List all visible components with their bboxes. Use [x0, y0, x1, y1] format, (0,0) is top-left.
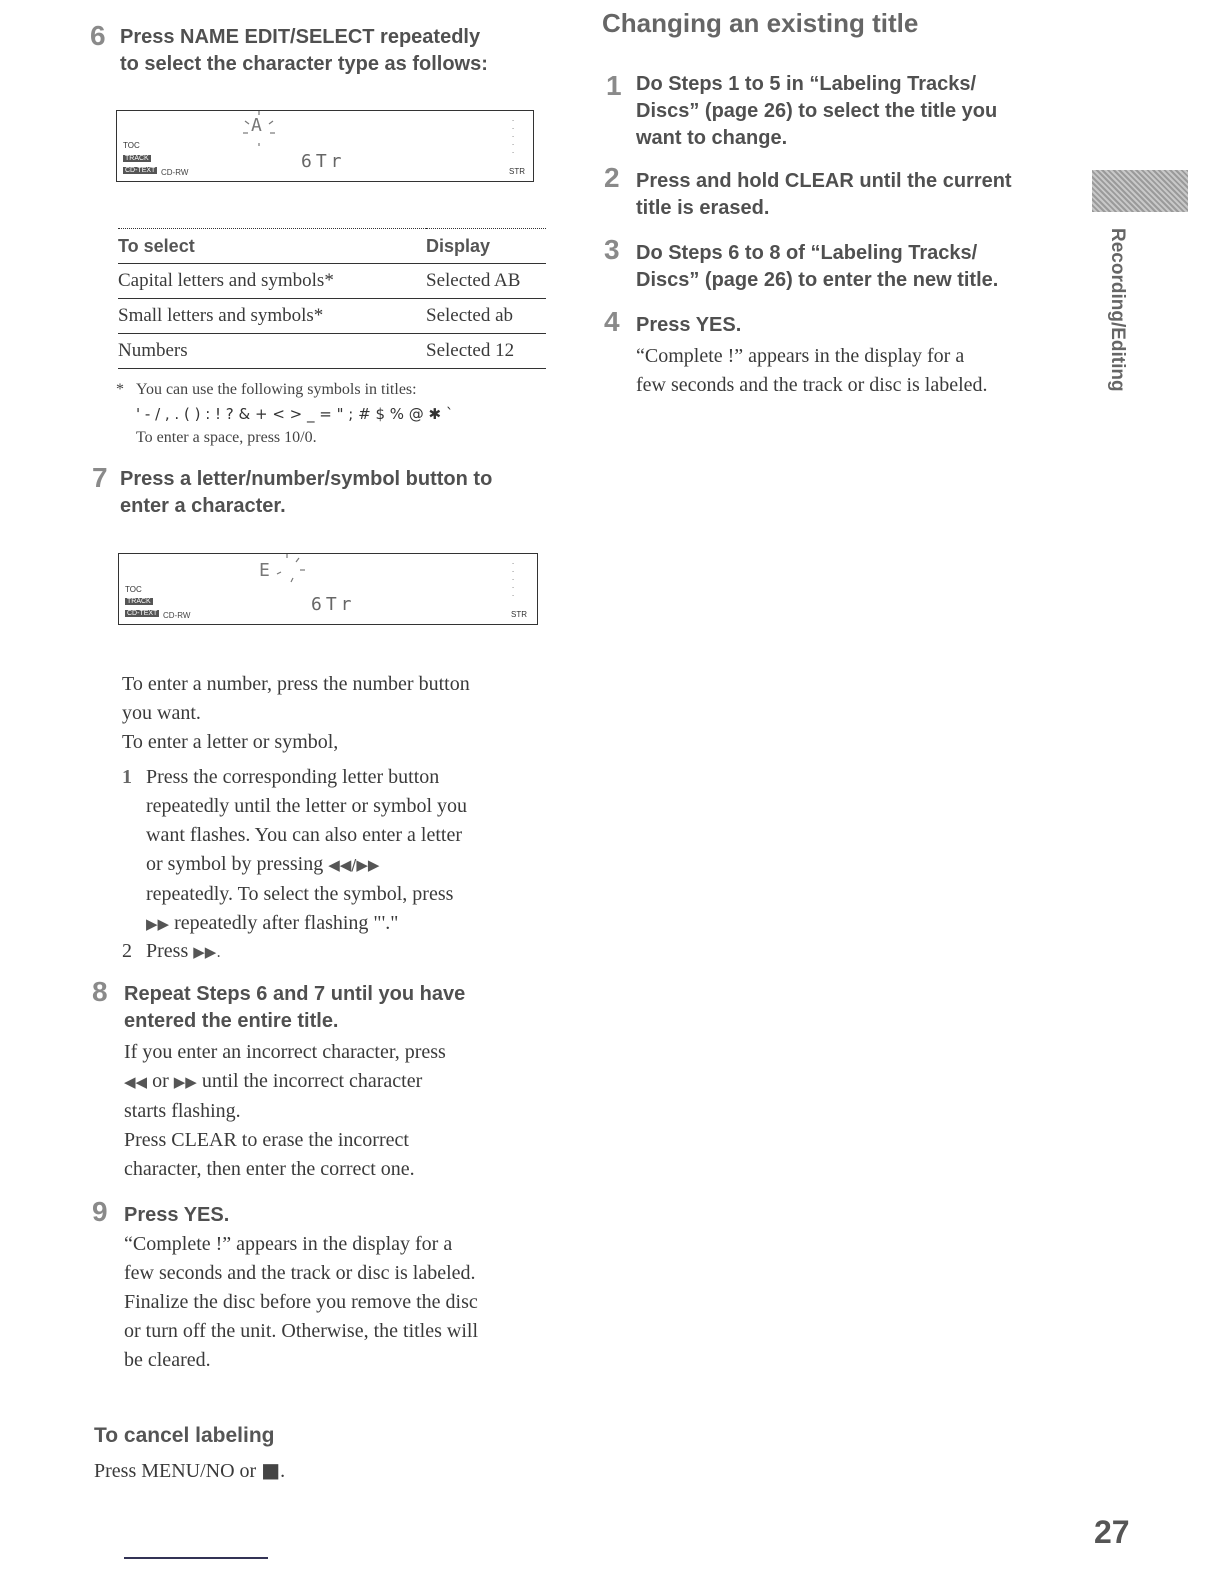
step-9-body	[124, 1230, 564, 1375]
step-9-line4: or turn off the unit. Otherwise, the titles will	[124, 1320, 479, 1342]
step-8-line5: character, then enter the correct one.	[124, 1158, 415, 1180]
rewind-icon: ◀◀	[124, 1073, 148, 1091]
substep-2	[146, 937, 221, 967]
footnote-symbols: ' - / , . ( ) : ! ? & + < > _ = " ; # $ % @ ✱ `	[136, 405, 454, 423]
step-9-number: 9	[92, 1196, 108, 1227]
section-tab-marker	[1092, 170, 1188, 212]
step-8-line2	[124, 1067, 564, 1097]
lcd-display-1	[116, 110, 534, 182]
table-cell: Small letters and symbols*	[118, 299, 426, 334]
step-6-title	[120, 24, 488, 78]
section-heading: Changing an existing title	[602, 8, 919, 38]
substep-1-line3: want flashes. You can also enter a letter	[146, 824, 463, 846]
section-side-label: Recording/Editing	[1107, 228, 1128, 392]
lcd-flashing-character: E	[259, 560, 270, 581]
step-7-title-line1: Press a letter/number/symbol button to	[120, 468, 493, 490]
cancel-labeling-text-a: Press MENU/NO or	[94, 1460, 257, 1482]
right-step-2-line2: title is erased.	[636, 197, 770, 219]
lcd-cdtext-badge: CD-TEXT	[125, 167, 156, 174]
table-cell: Selected ab	[426, 299, 546, 334]
step-7-body	[122, 670, 562, 757]
step-9-title: Press YES.	[124, 1204, 230, 1226]
step-9-line1: “Complete !” appears in the display for a	[124, 1233, 453, 1255]
cancel-labeling-text	[94, 1456, 285, 1486]
table-row	[118, 334, 546, 369]
step-8-line1: If you enter an incorrect character, press	[124, 1041, 446, 1063]
right-step-4-title: Press YES.	[636, 314, 742, 336]
footnote-star: *	[116, 381, 124, 398]
footnote	[136, 378, 453, 450]
step-6-title-line2: to select the character type as follows:	[120, 53, 488, 75]
substep-2-text: Press	[146, 940, 189, 962]
step-8-title-line1: Repeat Steps 6 and 7 until you have	[124, 983, 466, 1005]
right-step-2-line1: Press and hold CLEAR until the current	[636, 170, 1012, 192]
lcd-track-badge: TRACK	[127, 598, 151, 605]
step-7-body-line3: To enter a letter or symbol,	[122, 731, 339, 753]
right-step-4-line2: few seconds and the track or disc is labeled.	[636, 374, 988, 396]
step-7-title-line2: enter a character.	[120, 495, 286, 517]
lcd-toc-label: TOC	[123, 141, 140, 150]
step-8-title	[124, 981, 465, 1035]
cancel-labeling-period: .	[280, 1460, 286, 1482]
lcd-cdtext-badge: CD-TEXT	[127, 610, 158, 617]
lcd-track-text: 6Tr	[311, 594, 356, 615]
right-step-4-body	[636, 342, 1076, 400]
forward-icon: ▶▶.	[193, 943, 222, 961]
step-8-body	[124, 1038, 564, 1184]
step-8-title-line2: entered the entire title.	[124, 1010, 339, 1032]
substep-1-line6-text: repeatedly after flashing "'."	[174, 912, 399, 934]
step-9-line2: few seconds and the track or disc is labeled.	[124, 1262, 476, 1284]
footnote-line3: To enter a space, press 10/0.	[136, 429, 317, 446]
substep-1-number: 1	[122, 766, 132, 788]
step-8-line4: Press CLEAR to erase the incorrect	[124, 1129, 409, 1151]
skip-buttons-icon: ◀◀/▶▶	[328, 856, 380, 874]
table-cell: Selected 12	[426, 334, 546, 369]
step-7-number: 7	[92, 462, 108, 493]
lcd-right-code: STR	[511, 610, 527, 619]
substep-1-line4	[146, 850, 566, 880]
step-7-body-line2: you want.	[122, 702, 201, 724]
page-number: 27	[1094, 1514, 1130, 1550]
step-7-title	[120, 466, 492, 520]
right-step-3-line2: Discs” (page 26) to enter the new title.	[636, 269, 999, 291]
right-step-1-number: 1	[606, 70, 622, 101]
step-6-number: 6	[90, 20, 106, 51]
right-step-3-number: 3	[604, 234, 620, 265]
table-cell: Selected AB	[426, 264, 546, 299]
lcd-track-badge: TRACK	[125, 155, 149, 162]
table-header-display: Display	[426, 229, 546, 264]
step-9-line3: Finalize the disc before you remove the disc	[124, 1291, 478, 1313]
table-cell: Capital letters and symbols*	[118, 264, 426, 299]
forward-icon: ▶▶	[173, 1073, 197, 1091]
lcd-right-code: STR	[509, 167, 525, 176]
right-step-4-number: 4	[604, 306, 620, 337]
substep-2-number: 2	[122, 940, 132, 962]
table-header-select: To select	[118, 229, 426, 264]
flash-rays-icon	[271, 554, 307, 584]
cancel-labeling-heading: To cancel labeling	[94, 1424, 275, 1447]
lcd-mode-label: CD-RW	[161, 168, 189, 177]
table-row	[118, 264, 546, 299]
lcd-right-indicators: · · · · ·	[511, 560, 515, 600]
substep-1-line2: repeatedly until the letter or symbol you	[146, 795, 468, 817]
table-header-row	[118, 229, 546, 264]
substep-1-line6	[146, 909, 566, 939]
right-step-2-text	[636, 168, 1012, 222]
step-7-body-line1: To enter a number, press the number button	[122, 673, 470, 695]
lcd-track-text: 6Tr	[301, 151, 346, 172]
table-row	[118, 299, 546, 334]
right-step-1-text	[636, 71, 997, 152]
lcd-right-indicators: · · · · ·	[511, 117, 515, 157]
right-step-3-text	[636, 240, 998, 294]
step-8-line2-or: or	[152, 1070, 169, 1092]
substep-1-line1: Press the corresponding letter button	[146, 766, 440, 788]
right-step-3-line1: Do Steps 6 to 8 of “Labeling Tracks/	[636, 242, 978, 264]
forward-skip-icon: ▶▶	[146, 915, 170, 933]
lcd-mode-label: CD-RW	[163, 611, 191, 620]
flash-rays-icon	[239, 111, 279, 147]
character-type-table	[118, 228, 546, 369]
right-step-4-line1: “Complete !” appears in the display for a	[636, 345, 965, 367]
right-step-2-number: 2	[604, 162, 620, 193]
lcd-toc-label: TOC	[125, 585, 142, 594]
substep-1	[146, 763, 566, 939]
table-cell: Numbers	[118, 334, 426, 369]
footnote-line1: You can use the following symbols in titles:	[136, 381, 417, 398]
footer-rule	[124, 1557, 268, 1559]
step-8-number: 8	[92, 976, 108, 1007]
stop-icon: ■	[261, 1458, 281, 1482]
lcd-display-2	[118, 553, 538, 625]
step-9-line5: be cleared.	[124, 1349, 211, 1371]
substep-1-line4-text: or symbol by pressing	[146, 853, 324, 875]
step-8-line2-text: until the incorrect character	[201, 1070, 423, 1092]
right-step-1-line1: Do Steps 1 to 5 in “Labeling Tracks/	[636, 73, 977, 95]
right-step-1-line3: want to change.	[636, 127, 788, 149]
right-step-1-line2: Discs” (page 26) to select the title you	[636, 100, 998, 122]
step-8-line3: starts flashing.	[124, 1100, 241, 1122]
lcd-flashing-character: A	[251, 115, 262, 136]
substep-1-line5: repeatedly. To select the symbol, press	[146, 883, 454, 905]
step-6-title-line1: Press NAME EDIT/SELECT repeatedly	[120, 26, 481, 48]
